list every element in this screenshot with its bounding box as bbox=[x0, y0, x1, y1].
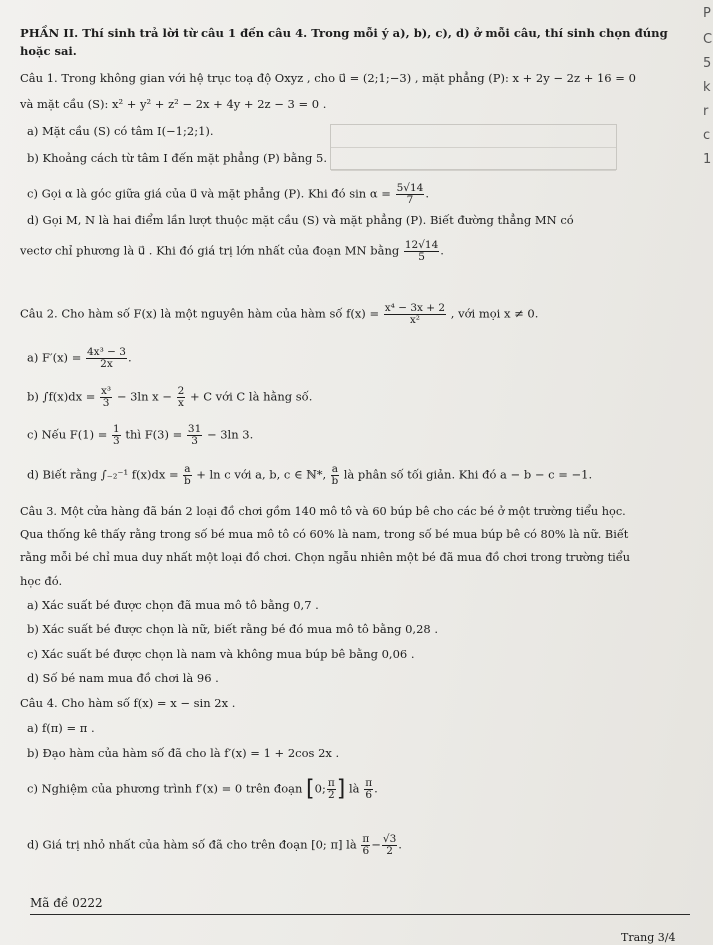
numerator: a bbox=[331, 463, 339, 475]
q2-d-tail: là phân số tối giản. Khi đó a − b − c = −1. bbox=[343, 467, 593, 482]
numerator: π bbox=[327, 777, 335, 789]
denominator: 7 bbox=[406, 194, 414, 206]
q3-stem-line-3: rằng mỗi bé chỉ mua duy nhất một loại đồ chơi. Chọn ngẫu nhiên một bé đã mua đồ chơi trong trường tiểu bbox=[20, 551, 631, 564]
denominator: 2 bbox=[327, 789, 335, 801]
q4-option-c: c) Nghiệm của phương trình f′(x) = 0 trên đoạn [0; $\frac{\pi}{2}$ ] là $\frac{\pi}{6}$ . bbox=[27, 776, 378, 802]
margin-fragment: 5 bbox=[703, 56, 712, 71]
q2-d-mid: + ln c với a, b, c ∈ ℕ*, bbox=[196, 467, 327, 482]
q1-option-c: c) Gọi α là góc giữa giá của u⃗ và mặt phẳng (P). Khi đó sin α = $\frac{5√14}{7}$ . bbox=[27, 182, 429, 206]
margin-fragment: P bbox=[703, 6, 711, 21]
q2-b-fraction-2 bbox=[177, 386, 186, 409]
q2-c-text: c) Nếu F(1) = bbox=[27, 427, 108, 442]
q4-c-mid: là bbox=[349, 781, 360, 796]
q2-stem-text: Câu 2. Cho hàm số F(x) là một nguyên hàm của hàm số f(x) = bbox=[20, 306, 380, 321]
q2-d-fraction-1 bbox=[183, 464, 191, 487]
q4-d-text: d) Giá trị nhỏ nhất của hàm số đã cho trên đoạn [0; π] là bbox=[27, 837, 357, 852]
denominator: x bbox=[177, 397, 184, 409]
margin-fragment: C bbox=[703, 32, 713, 47]
denominator: b bbox=[331, 475, 339, 487]
page-number: Trang 3/4 bbox=[621, 931, 676, 944]
numerator: 2 bbox=[177, 385, 185, 397]
numerator: 1 bbox=[113, 423, 120, 435]
bracket-close: ] bbox=[336, 776, 346, 802]
q3-option-d: d) Số bé nam mua đồ chơi là 96 . bbox=[27, 671, 219, 685]
q1-stem-cont: và mặt cầu (S): x² + y² + z² − 2x + 4y + 2z − 3 = 0 . bbox=[20, 97, 327, 111]
q1-c-fraction bbox=[396, 183, 425, 206]
q4-d-fraction-2 bbox=[382, 834, 397, 857]
interval-start: 0; bbox=[314, 781, 326, 796]
q2-a-fraction bbox=[86, 347, 127, 370]
numerator: √3 bbox=[382, 833, 397, 845]
q1-option-b: b) Khoảng cách từ tâm I đến mặt phẳng (P) bằng 5. bbox=[27, 151, 327, 165]
part-title-cont: hoặc sai. bbox=[20, 44, 77, 58]
q1-option-a: a) Mặt cầu (S) có tâm I(−1;2;1). bbox=[27, 124, 214, 138]
q2-c-mid: thì F(3) = bbox=[125, 427, 183, 442]
margin-fragment: k bbox=[703, 80, 711, 95]
q2-option-c bbox=[27, 424, 253, 447]
q2-a-text: a) F′(x) = bbox=[27, 350, 82, 365]
q4-option-b: b) Đạo hàm của hàm số đã cho là f′(x) = 1 + 2cos 2x . bbox=[27, 746, 340, 760]
denominator: 6 bbox=[362, 845, 370, 857]
footer-rule bbox=[30, 914, 690, 915]
q1-option-d-cont: vectơ chỉ phương là u⃗ . Khi đó giá trị lớn nhất của đoạn MN bằng $\frac{12√14}{5}$ . bbox=[20, 239, 444, 263]
q3-stem-line-1: Câu 3. Một cửa hàng đã bán 2 loại đồ chơi gồm 140 mô tô và 60 búp bê cho các bé ở một trường tiểu học. bbox=[20, 505, 626, 518]
bleed-through-table bbox=[330, 124, 617, 170]
q1-c-text: c) Gọi α là góc giữa giá của u⃗ và mặt phẳng (P). Khi đó sin α = bbox=[27, 186, 391, 201]
q2-stem bbox=[20, 303, 538, 326]
q2-stem-tail: , với mọi x ≠ 0. bbox=[450, 306, 539, 321]
margin-fragment: r bbox=[703, 104, 709, 119]
numerator: x³ bbox=[101, 385, 112, 397]
part-title: PHẦN II. Thí sinh trả lời từ câu 1 đến câu 4. Trong mỗi ý a), b), c), d) ở mỗi câu, thí sinh chọn đúng bbox=[20, 26, 668, 40]
denominator: b bbox=[184, 475, 191, 487]
denominator: 2 bbox=[386, 845, 393, 857]
q2-option-a: a) F′(x) = $\frac{\text{4x³ − 3}}{2x}$ . bbox=[27, 346, 132, 370]
q2-c-fraction-1 bbox=[112, 424, 121, 447]
q3-option-a: a) Xác suất bé được chọn đã mua mô tô bằng 0,7 . bbox=[27, 598, 319, 612]
q4-c-fraction bbox=[364, 778, 373, 801]
denominator: 6 bbox=[365, 789, 372, 801]
numerator: π bbox=[362, 833, 370, 845]
q4-option-d: d) Giá trị nhỏ nhất của hàm số đã cho trên đoạn [0; π] là $\frac{\pi}{6}$ − $\frac{√3}{2}$ . bbox=[27, 833, 402, 857]
exam-code: Mã đề 0222 bbox=[30, 896, 103, 910]
q4-d-fraction-1 bbox=[361, 834, 370, 857]
q3-option-c: c) Xác suất bé được chọn là nam và không mua búp bê bằng 0,06 . bbox=[27, 647, 415, 661]
q2-c-fraction-2 bbox=[187, 424, 202, 447]
q3-stem-line-2: Qua thống kê thấy rằng trong số bé mua mô tô có 60% là nam, trong số bé mua búp bê có 80% là nữ. Biết bbox=[20, 528, 629, 541]
q2-b-text: b) ∫f(x)dx = bbox=[27, 389, 96, 404]
q2-b-mid: − 3ln x − bbox=[116, 389, 172, 404]
margin-fragment: c bbox=[703, 128, 711, 143]
denominator: 2x bbox=[100, 358, 113, 370]
q2-b-tail: + C với C là hằng số. bbox=[189, 389, 313, 404]
q3-option-b: b) Xác suất bé được chọn là nữ, biết rằng bé đó mua mô tô bằng 0,28 . bbox=[27, 622, 439, 636]
q4-stem: Câu 4. Cho hàm số f(x) = x − sin 2x . bbox=[20, 696, 236, 710]
q2-d-fraction-2 bbox=[331, 464, 339, 487]
q4-c-interval-fraction bbox=[327, 778, 336, 801]
q2-b-fraction-1 bbox=[100, 386, 112, 409]
numerator: 4x³ − 3 bbox=[87, 346, 126, 358]
q2-option-d bbox=[27, 464, 592, 487]
q1-d-text: vectơ chỉ phương là u⃗ . Khi đó giá trị lớn nhất của đoạn MN bằng bbox=[20, 243, 400, 258]
q4-option-a: a) f(π) = π . bbox=[27, 721, 95, 735]
denominator: 3 bbox=[102, 397, 110, 409]
denominator: x² bbox=[409, 314, 420, 326]
q1-d-fraction bbox=[404, 240, 439, 263]
margin-fragment: 1 bbox=[703, 152, 712, 167]
numerator: 5√14 bbox=[396, 182, 424, 194]
denominator: 5 bbox=[418, 251, 425, 263]
q2-c-tail: − 3ln 3. bbox=[206, 427, 254, 442]
q1-option-d: d) Gọi M, N là hai điểm lần lượt thuộc mặt cầu (S) và mặt phẳng (P). Biết đường thẳng MN có bbox=[27, 213, 574, 227]
bracket-open: [ bbox=[306, 776, 315, 802]
numerator: a bbox=[184, 463, 191, 475]
denominator: 3 bbox=[113, 435, 120, 447]
numerator: 31 bbox=[187, 423, 202, 435]
q2-option-b bbox=[27, 386, 312, 409]
q4-c-text: c) Nghiệm của phương trình f′(x) = 0 trên đoạn bbox=[27, 781, 303, 796]
numerator: x⁴ − 3x + 2 bbox=[384, 302, 446, 314]
q1-stem: Câu 1. Trong không gian với hệ trục toạ độ Oxyz , cho u⃗ = (2;1;−3) , mặt phẳng (P): x + 2y − 2z + 16 = 0 bbox=[20, 71, 636, 85]
numerator: π bbox=[365, 777, 373, 789]
q2-function-fraction bbox=[384, 303, 446, 326]
q3-stem-line-4: học đó. bbox=[20, 574, 63, 588]
numerator: 12√14 bbox=[404, 239, 439, 251]
denominator: 3 bbox=[191, 435, 198, 447]
q2-d-text: d) Biết rằng ∫₋₂⁻¹ f(x)dx = bbox=[27, 467, 179, 482]
